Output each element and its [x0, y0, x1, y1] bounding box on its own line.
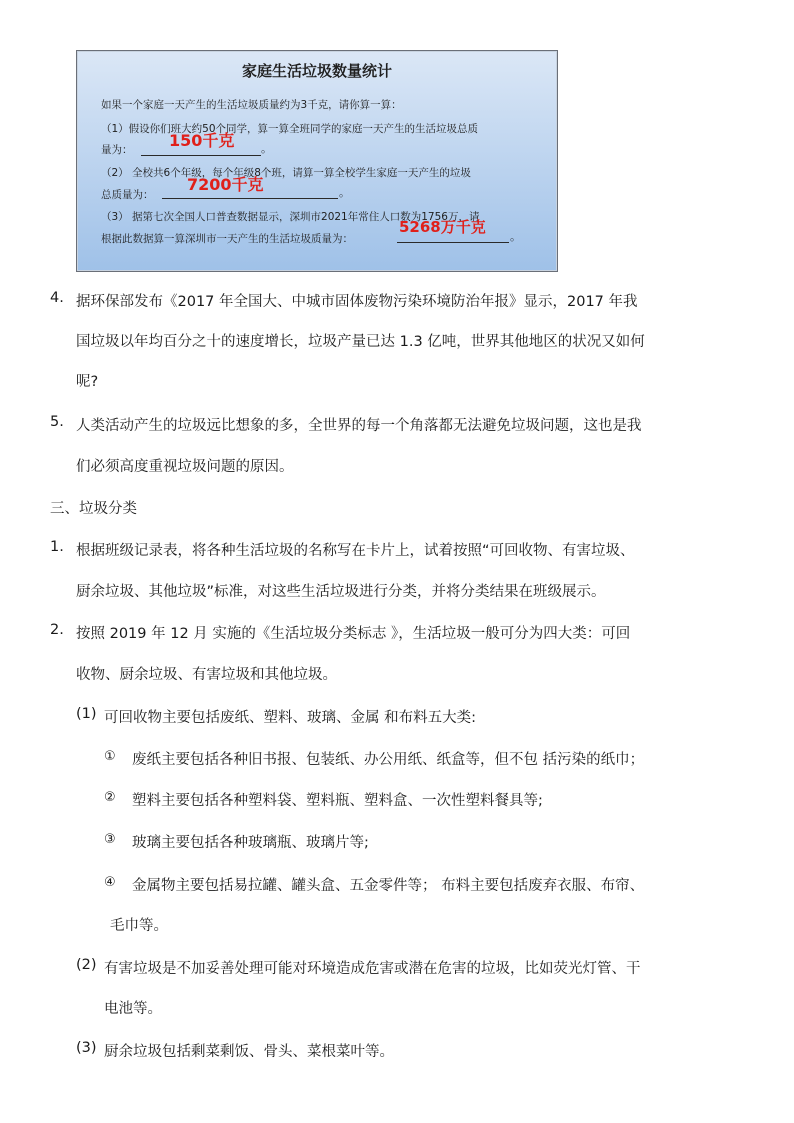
q3-line2: 根据此数据算一算深圳市一天产生的生活垃圾质量为： [101, 233, 353, 245]
sub-item-2-line2: 电池等。 [104, 1001, 162, 1017]
circled-item-3-text: 玻璃主要包括各种玻璃瓶、玻璃片等; [132, 835, 369, 851]
circled-item-2-text: 塑料主要包括各种塑料袋、塑料瓶、塑料盒、一次性塑料餐具等; [132, 793, 543, 809]
section-item-1-line2: 厨余垃圾、其他垃圾”标准，对这些生活垃圾进行分类，并将分类结果在班级展示。 [76, 584, 606, 600]
exercise-card [76, 50, 558, 272]
section-item-1-line1: 根据班级记录表，将各种生活垃圾的名称写在卡片上，试着按照“可回收物、有害垃圾、 [76, 543, 635, 559]
q3-answer-blank [397, 242, 509, 243]
sub-item-2-line1: 有害垃圾是不加妥善处理可能对环境造成危害或潜在危害的垃圾，比如荧光灯管、干 [104, 961, 641, 977]
circled-item-3-mark: ③ [104, 832, 116, 847]
sub-item-2-number: (2) [76, 957, 97, 973]
item-4-number: 4. [50, 290, 64, 306]
q1-line2: 量为： [101, 144, 133, 156]
q2-line1: （2） 全校共6个年级，每个年级8个班，请算一算全校学生家庭一天产生的垃圾 [101, 167, 471, 179]
item-5-number: 5. [50, 414, 64, 430]
q1-line1: （1）假设你们班大约50个同学，算一算全班同学的家庭一天产生的生活垃圾总质 [101, 123, 479, 135]
sub-item-3-number: (3) [76, 1040, 97, 1056]
item-5-line1: 人类活动产生的垃圾远比想象的多，全世界的每一个角落都无法避免垃圾问题，这也是我 [76, 418, 642, 434]
q2-line2: 总质量为： [101, 189, 154, 201]
item-4-line2: 国垃圾以年均百分之十的速度增长，垃圾产量已达 1.3 亿吨，世界其他地区的状况又如何 [76, 334, 645, 350]
circled-item-2-mark: ② [104, 790, 116, 805]
q1-period: 。 [261, 142, 272, 155]
circled-item-4-line2: 毛巾等。 [110, 918, 168, 934]
q3-answer: 5268万千克 [399, 218, 486, 236]
sub-item-3-text: 厨余垃圾包括剩菜剩饭、骨头、菜根菜叶等。 [104, 1044, 394, 1060]
q1-answer-blank [141, 155, 261, 156]
circled-item-1-text: 废纸主要包括各种旧书报、包装纸、办公用纸、纸盒等，但不包 括污染的纸巾； [132, 752, 645, 768]
item-4-line3: 呢? [76, 374, 99, 390]
circled-item-4-mark: ④ [104, 875, 116, 890]
sub-item-1-text: 可回收物主要包括废纸、塑料、玻璃、金属 和布料五大类: [104, 710, 476, 726]
q1-answer: 150千克 [169, 131, 235, 150]
sub-item-1-number: (1) [76, 706, 97, 722]
item-4-line1: 据环保部发布《2017 年全国大、中城市固体废物污染环境防治年报》显示，2017 年我 [76, 294, 638, 310]
card-intro: 如果一个家庭一天产生的生活垃圾质量约为3千克，请你算一算： [101, 99, 402, 111]
q2-answer: 7200千克 [187, 175, 264, 194]
circled-item-4-line1: 金属物主要包括易拉罐、罐头盒、五金零件等； 布料主要包括废弃衣服、布帘、 [132, 878, 645, 894]
circled-item-1-mark: ① [104, 749, 116, 764]
section-item-1-number: 1. [50, 539, 64, 555]
q3-period: 。 [510, 230, 521, 243]
q2-answer-blank [162, 198, 338, 199]
section-item-2-line1: 按照 2019 年 12 月 实施的《生活垃圾分类标志 》，生活垃圾一般可分为四大类：可回 [76, 626, 631, 642]
q2-period: 。 [339, 186, 350, 199]
section-3-heading: 三、垃圾分类 [50, 501, 137, 517]
section-item-2-line2: 收物、厨余垃圾、有害垃圾和其他垃圾。 [76, 667, 337, 683]
item-5-line2: 们必须高度重视垃圾问题的原因。 [76, 459, 294, 475]
card-title: 家庭生活垃圾数量统计 [241, 62, 392, 80]
section-item-2-number: 2. [50, 622, 64, 638]
q3-line1: （3） 据第七次全国人口普查数据显示，深圳市2021年常住人口数为1756万，请 [101, 211, 480, 223]
